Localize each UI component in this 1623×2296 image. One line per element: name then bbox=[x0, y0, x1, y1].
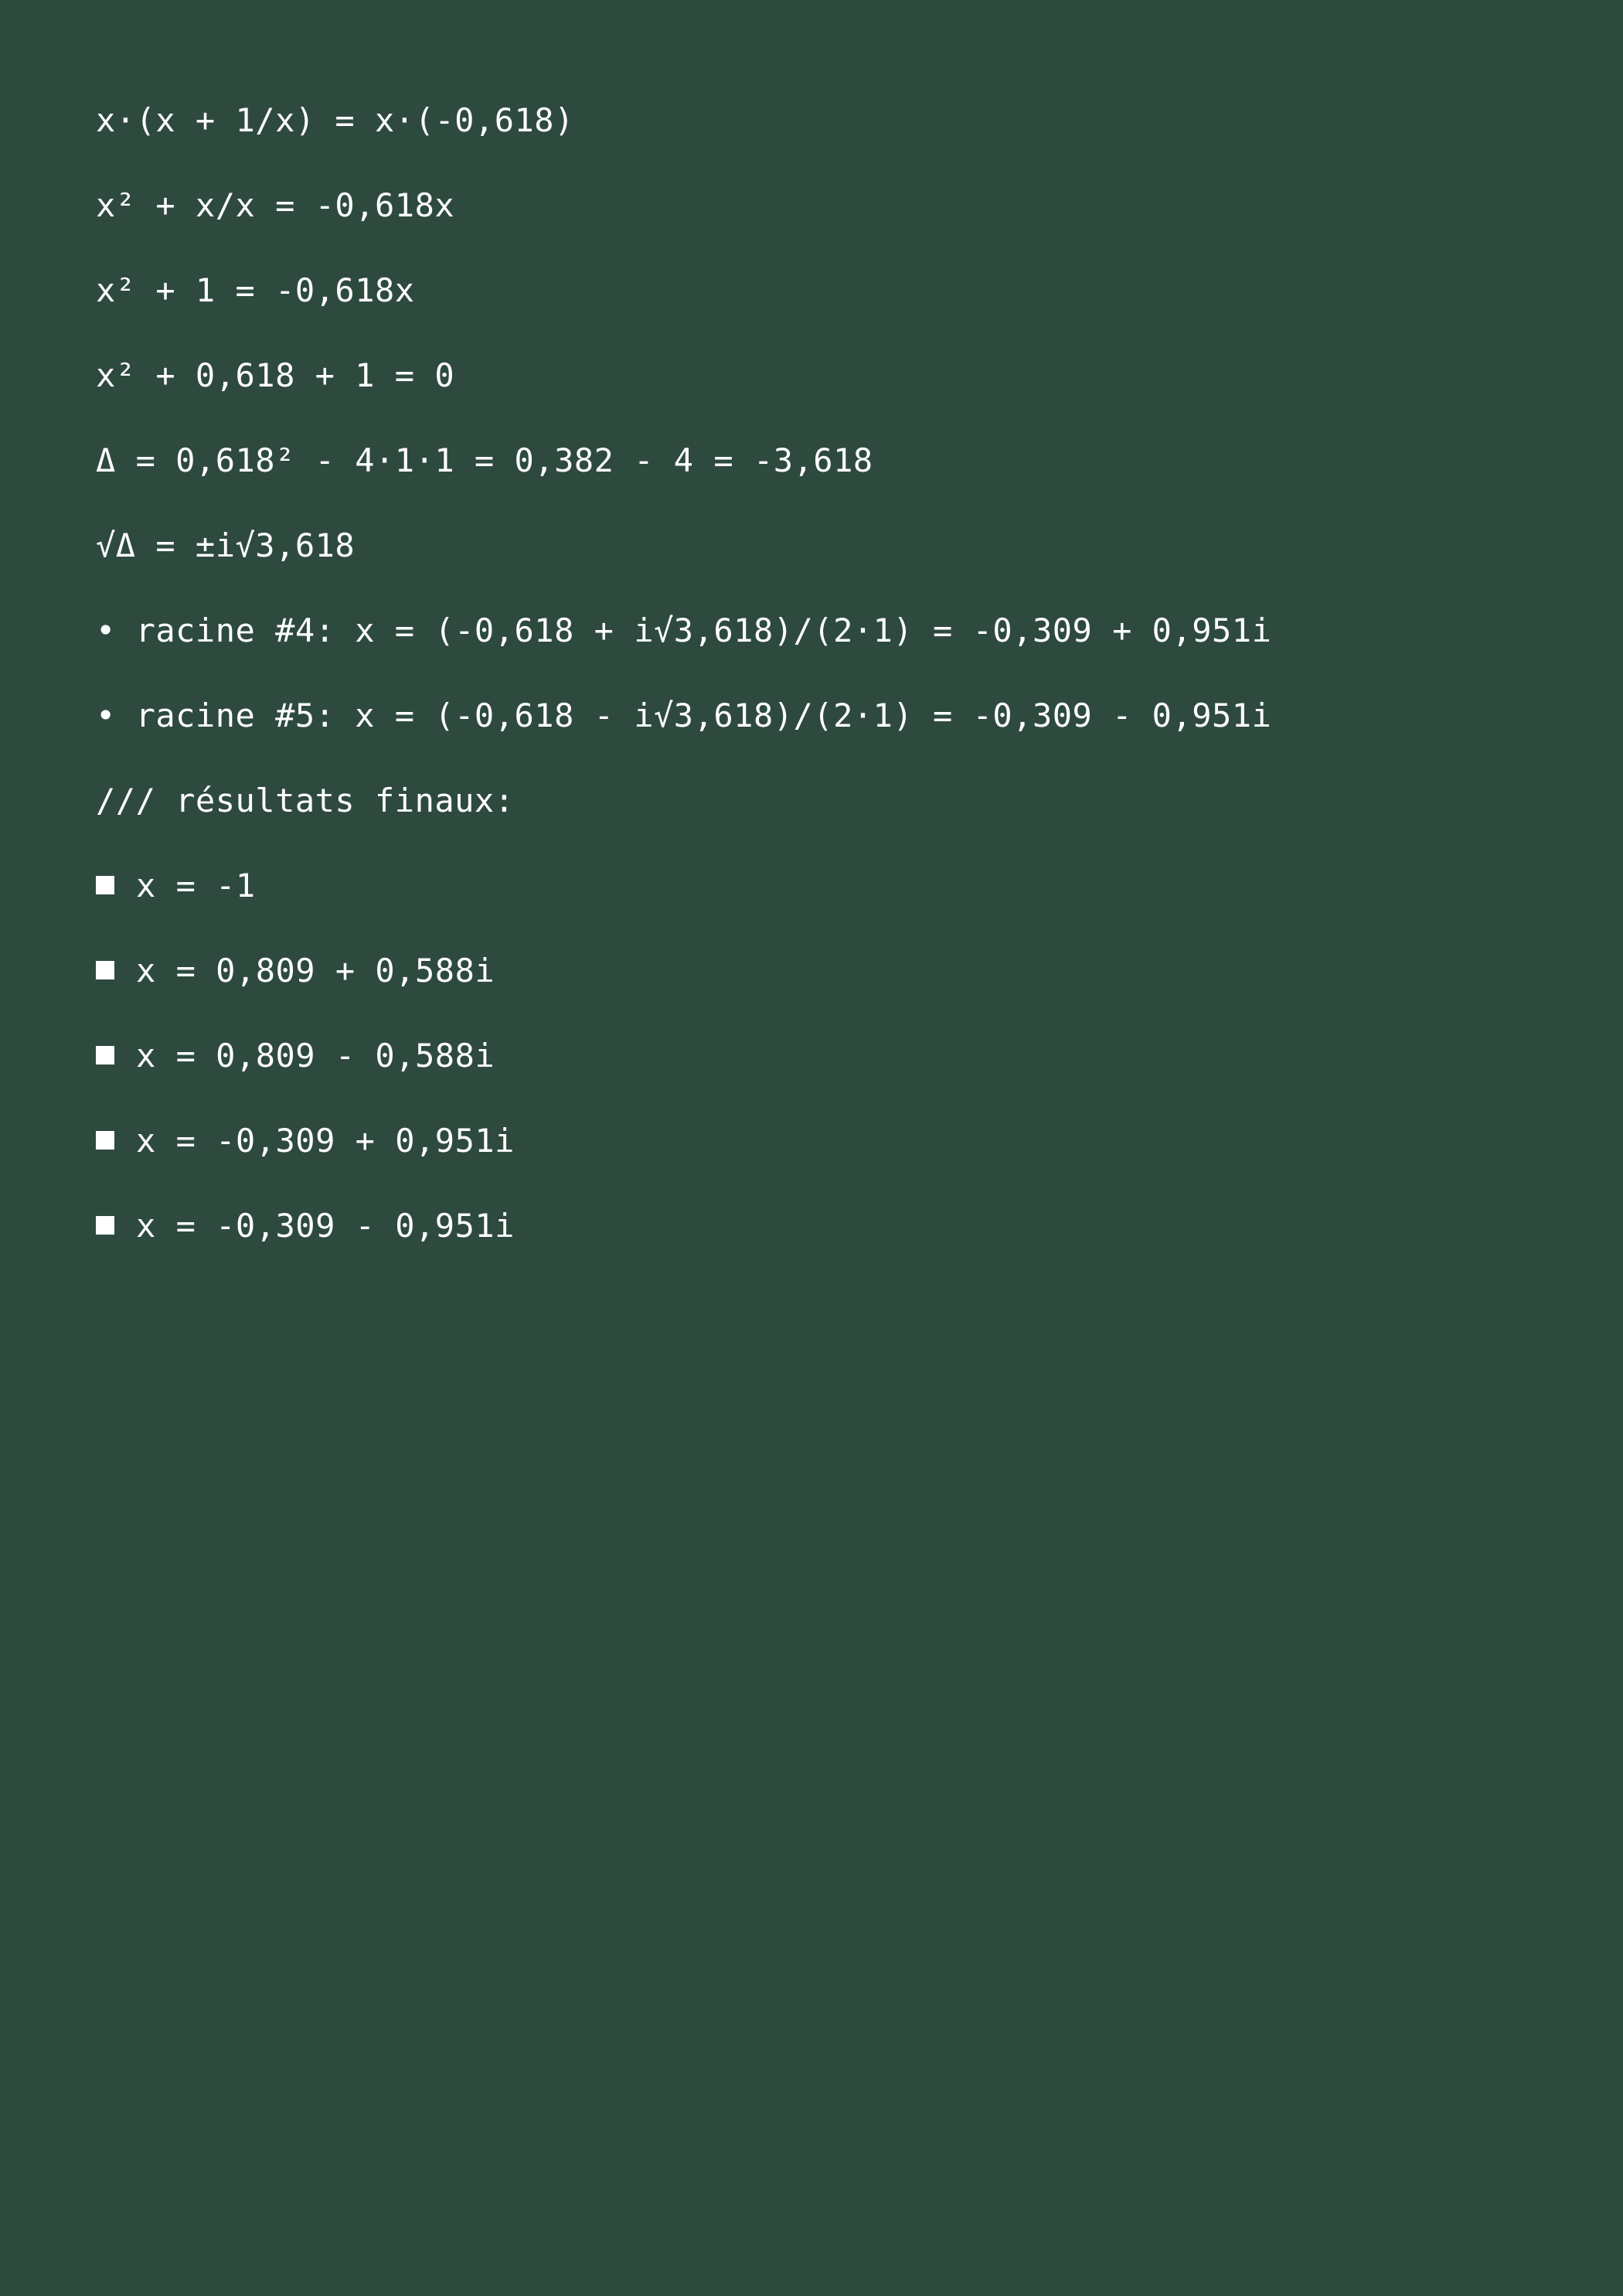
step-line-2: x² + x/x = -0,618x bbox=[96, 186, 455, 224]
square-bullet-icon bbox=[96, 961, 114, 979]
result-text: x = 0,809 - 0,588i bbox=[136, 1037, 495, 1075]
result-item bbox=[96, 864, 1623, 908]
step-line-4: x² + 0,618 + 1 = 0 bbox=[96, 356, 455, 394]
square-bullet-icon bbox=[96, 1046, 114, 1065]
result-item bbox=[96, 1119, 1623, 1163]
results-heading: /// résultats finaux: bbox=[96, 782, 515, 819]
result-text: x = 0,809 + 0,588i bbox=[136, 952, 495, 990]
square-bullet-icon bbox=[96, 876, 114, 894]
result-text: x = -0,309 + 0,951i bbox=[136, 1122, 515, 1160]
result-item bbox=[96, 949, 1623, 993]
result-item bbox=[96, 1204, 1623, 1248]
sqrt-discriminant-line: √Δ = ±i√3,618 bbox=[96, 526, 356, 564]
result-text: x = -0,309 - 0,951i bbox=[136, 1207, 515, 1245]
step-line-1: x·(x + 1/x) = x·(-0,618) bbox=[96, 101, 574, 139]
step-line-3: x² + 1 = -0,618x bbox=[96, 271, 415, 309]
result-item bbox=[96, 1034, 1623, 1078]
discriminant-line: Δ = 0,618² - 4·1·1 = 0,382 - 4 = -3,618 bbox=[96, 441, 873, 479]
square-bullet-icon bbox=[96, 1216, 114, 1235]
root-4-line: • racine #4: x = (-0,618 + i√3,618)/(2·1) = -0,309 + 0,951i bbox=[96, 611, 1272, 649]
root-5-line: • racine #5: x = (-0,618 - i√3,618)/(2·1) = -0,309 - 0,951i bbox=[96, 697, 1272, 734]
result-text: x = -1 bbox=[136, 867, 256, 904]
square-bullet-icon bbox=[96, 1131, 114, 1150]
